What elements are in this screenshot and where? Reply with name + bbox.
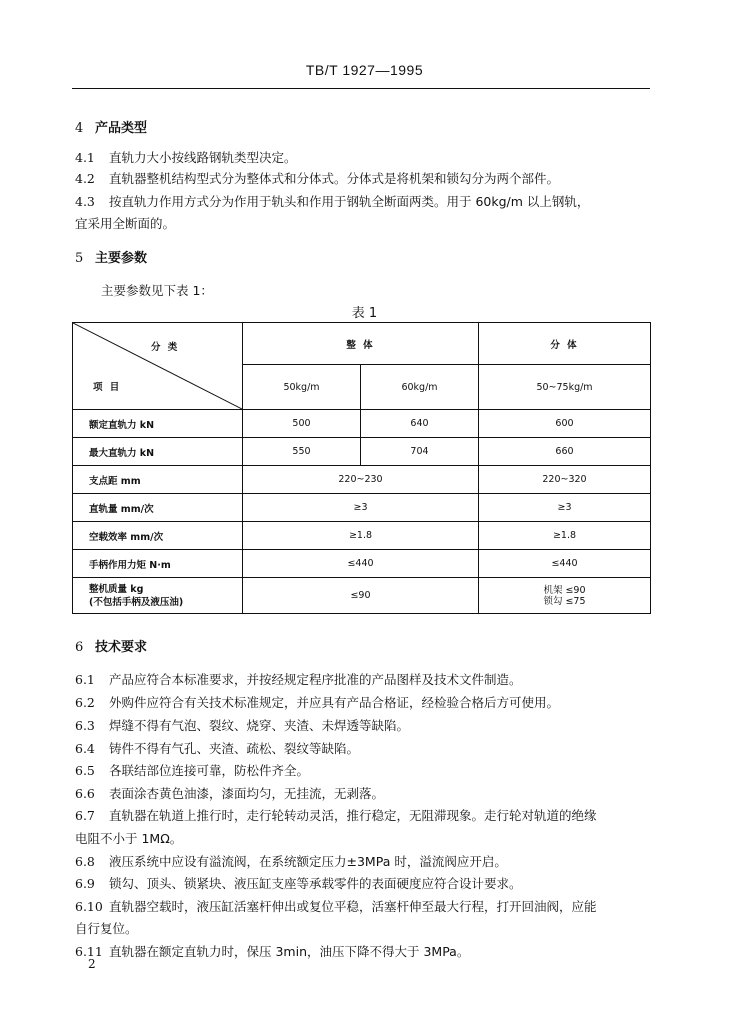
cell-split: 600	[479, 410, 651, 438]
section-6-heading	[75, 636, 147, 655]
section-4-heading	[75, 117, 147, 136]
table-row	[73, 578, 651, 614]
frame-mass: 机架 ≤90	[543, 584, 586, 596]
table-caption: 表 1	[351, 306, 378, 321]
header-rule	[72, 88, 650, 89]
cell-60kg: 640	[361, 410, 479, 438]
row-label: 手柄作用力矩 N·m	[73, 550, 243, 578]
table-row	[73, 550, 651, 578]
clause-6-9	[75, 874, 522, 892]
cell-whole: ≥1.8	[243, 522, 479, 550]
section-6-title: 技术要求	[95, 640, 148, 655]
group-whole-header: 整 体	[243, 323, 479, 365]
clause-text: 焊缝不得有气泡、裂纹、烧穿、夹渣、未焊透等缺陷。	[109, 718, 410, 733]
table-row	[73, 494, 651, 522]
row-label	[73, 578, 243, 614]
clause-text: 表面涂杏黄色油漆，漆面均匀，无挂流，无剥落。	[109, 786, 385, 801]
document-header: TB/T 1927—1995	[305, 62, 424, 78]
corner-item-label: 项 目	[93, 382, 122, 393]
cell-whole: ≤90	[243, 578, 479, 614]
clause-number: 6.5	[75, 763, 95, 778]
clause-text: 直轨器整机结构型式分为整体式和分体式。分体式是将机架和锁勾分为两个部件。	[109, 171, 560, 186]
subheader-split: 50~75kg/m	[479, 365, 651, 410]
clause-4-3-continuation: 宜采用全断面的。	[75, 216, 176, 231]
table-row	[73, 438, 651, 466]
clause-text: 直轨力大小按线路钢轨类型决定。	[109, 150, 297, 165]
cell-whole: ≤440	[243, 550, 479, 578]
table-row	[73, 522, 651, 550]
diagonal-line	[73, 323, 242, 409]
cell-50kg: 500	[243, 410, 361, 438]
cell-split: 660	[479, 438, 651, 466]
clause-6-1	[75, 670, 522, 688]
section-5-heading	[75, 247, 147, 266]
clause-6-6	[75, 784, 384, 802]
cell-split: ≤440	[479, 550, 651, 578]
clause-text: 产品应符合本标准要求，并按经规定程序批准的产品图样及技术文件制造。	[109, 672, 522, 687]
clause-4-2	[75, 169, 559, 187]
clause-6-11	[75, 942, 469, 960]
clause-text: 直轨器空载时，液压缸活塞杆伸出或复位平稳，活塞杆伸至最大行程，打开回油阀，应能	[109, 899, 597, 914]
clause-text: 液压系统中应设有溢流阀，在系统额定压力±3MPa 时，溢流阀应开启。	[109, 854, 507, 869]
row-label: 直轨量 mm/次	[73, 494, 243, 522]
subheader-60kg: 60kg/m	[361, 365, 479, 410]
cell-split: ≥1.8	[479, 522, 651, 550]
clause-number: 6.1	[75, 672, 95, 687]
clause-6-7	[75, 806, 597, 824]
clause-number: 6.10	[75, 899, 103, 914]
clause-number: 4.1	[75, 150, 95, 165]
clause-6-5	[75, 761, 309, 779]
group-split-header: 分 体	[479, 323, 651, 365]
clause-text: 锁勾、顶头、锁紧块、液压缸支座等承载零件的表面硬度应符合设计要求。	[109, 876, 522, 891]
section-5-number: 5	[75, 251, 84, 266]
cell-60kg: 704	[361, 438, 479, 466]
corner-category-label: 分 类	[151, 342, 180, 353]
clause-number: 6.9	[75, 876, 95, 891]
table-intro: 主要参数见下表 1：	[101, 283, 213, 298]
table-row	[73, 466, 651, 494]
clause-6-2	[75, 693, 559, 711]
clause-6-10	[75, 897, 597, 915]
section-4-number: 4	[75, 121, 84, 136]
section-6-number: 6	[75, 640, 84, 655]
cell-50kg: 550	[243, 438, 361, 466]
clause-number: 6.7	[75, 808, 95, 823]
clause-4-1	[75, 148, 297, 166]
clause-text: 直轨器在额定直轨力时，保压 3min，油压下降不得大于 3MPa。	[109, 944, 470, 959]
clause-6-10-continuation: 自行复位。	[75, 921, 138, 936]
cell-split: 220~320	[479, 466, 651, 494]
clause-number: 4.2	[75, 171, 95, 186]
clause-number: 6.4	[75, 741, 95, 756]
clause-text: 直轨器在轨道上推行时，走行轮转动灵活，推行稳定，无阻滞现象。走行轮对轨道的绝缘	[109, 808, 597, 823]
hook-mass: 锁勾 ≤75	[543, 595, 586, 607]
cell-whole: 220~230	[243, 466, 479, 494]
cell-whole: ≥3	[243, 494, 479, 522]
clause-text: 各联结部位连接可靠，防松件齐全。	[109, 763, 310, 778]
section-4-title: 产品类型	[95, 121, 148, 136]
cell-split	[479, 578, 651, 614]
clause-number: 6.6	[75, 786, 95, 801]
clause-text: 按直轨力作用方式分为作用于轨头和作用于钢轨全断面两类。用于 60kg/m 以上钢轨，	[109, 194, 590, 209]
page-number: 2	[88, 957, 96, 971]
parameters-table	[72, 322, 651, 614]
clause-6-4	[75, 739, 359, 757]
clause-4-3	[75, 192, 589, 210]
clause-6-8	[75, 852, 507, 870]
row-label: 额定直轨力 kN	[73, 410, 243, 438]
clause-number: 6.11	[75, 944, 103, 959]
clause-6-3	[75, 716, 409, 734]
clause-number: 6.2	[75, 695, 95, 710]
section-5-title: 主要参数	[95, 251, 148, 266]
row-label: 支点距 mm	[73, 466, 243, 494]
clause-text: 外购件应符合有关技术标准规定，并应具有产品合格证，经检验合格后方可使用。	[109, 695, 560, 710]
clause-number: 6.8	[75, 854, 95, 869]
mass-label-note: (不包括手柄及液压油)	[89, 596, 184, 608]
row-label: 空载效率 mm/次	[73, 522, 243, 550]
table-row	[73, 410, 651, 438]
clause-6-7-continuation: 电阻不小于 1MΩ。	[75, 831, 183, 846]
clause-number: 6.3	[75, 718, 95, 733]
clause-number: 4.3	[75, 194, 95, 209]
clause-text: 铸件不得有气孔、夹渣、疏松、裂纹等缺陷。	[109, 741, 360, 756]
subheader-50kg: 50kg/m	[243, 365, 361, 410]
row-label: 最大直轨力 kN	[73, 438, 243, 466]
cell-split: ≥3	[479, 494, 651, 522]
mass-label: 整机质量 kg	[89, 583, 144, 595]
table-corner-cell	[73, 323, 243, 410]
